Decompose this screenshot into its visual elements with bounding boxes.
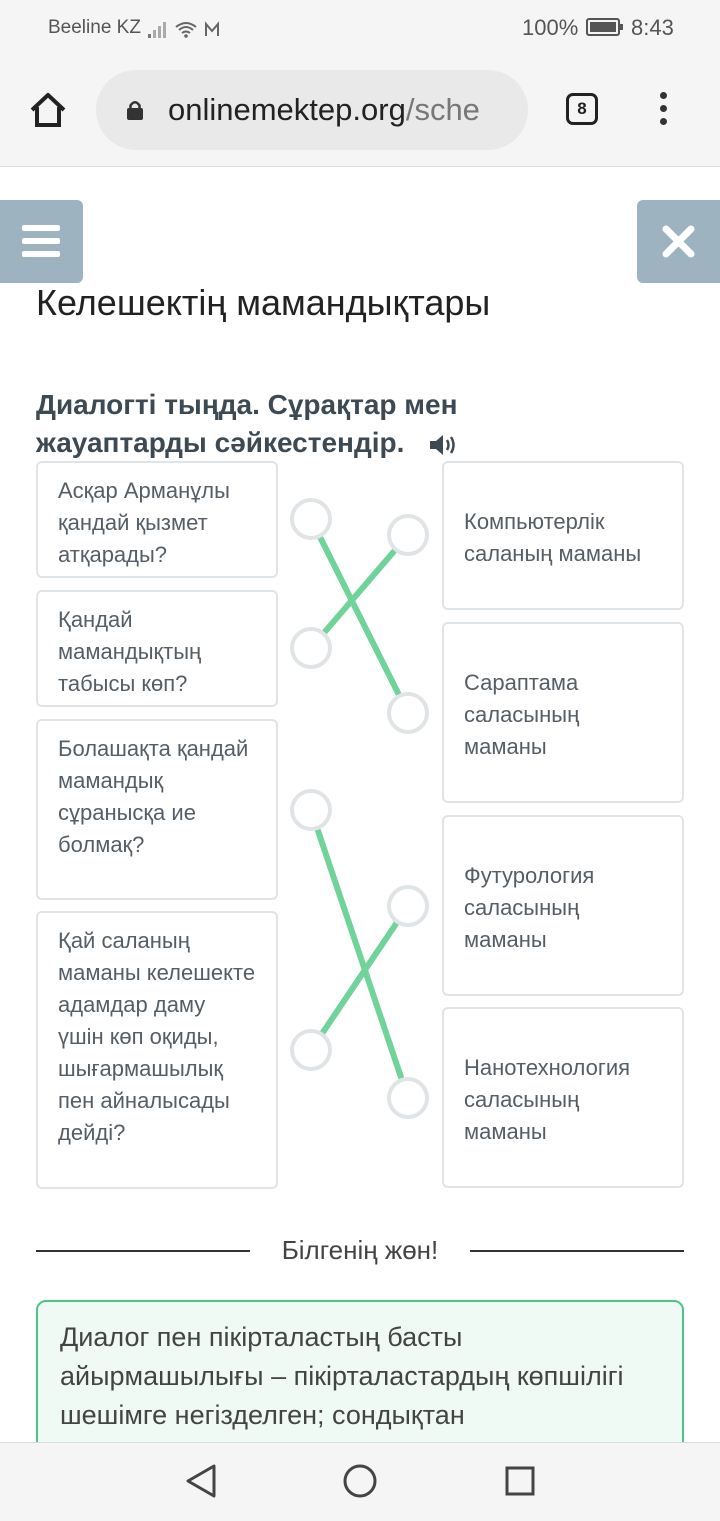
match-line-2 bbox=[311, 535, 408, 648]
back-icon[interactable] bbox=[184, 1463, 218, 1499]
answer-connector-dot-2[interactable] bbox=[389, 694, 427, 732]
match-line-1 bbox=[311, 519, 408, 713]
match-line-4 bbox=[311, 906, 408, 1050]
divider-left bbox=[36, 1250, 250, 1252]
speaker-icon[interactable] bbox=[428, 433, 458, 457]
clock: 8:43 bbox=[631, 15, 674, 40]
lock-icon bbox=[126, 100, 144, 120]
answer-connector-dot-3[interactable] bbox=[389, 887, 427, 925]
divider-right bbox=[470, 1250, 684, 1252]
question-card-1[interactable]: Асқар Арманұлы қандай қызмет атқарады? bbox=[36, 461, 278, 578]
question-card-2[interactable]: Қандай мамандықтың табысы көп? bbox=[36, 590, 278, 707]
tab-count-button[interactable]: 8 bbox=[566, 93, 598, 125]
question-connector-dot-1[interactable] bbox=[292, 500, 330, 538]
close-icon bbox=[637, 200, 720, 283]
signal-wifi-icons bbox=[146, 19, 226, 39]
answer-card-1[interactable]: Компьютерлік саланың маманы bbox=[442, 461, 684, 610]
browser-toolbar bbox=[0, 56, 720, 167]
answer-card-3[interactable]: Футурология саласының маманы bbox=[442, 815, 684, 996]
question-connector-dot-3[interactable] bbox=[292, 791, 330, 829]
carrier-name: Beeline KZ bbox=[48, 17, 141, 38]
question-card-4[interactable]: Қай саланың маманы келешекте адамдар даму үшін көп оқиды, шығармашылық пен айналысады дейді? bbox=[36, 911, 278, 1189]
status-bar bbox=[0, 0, 720, 56]
question-card-3[interactable]: Болашақта қандай мамандық сұранысқа ие болмақ? bbox=[36, 719, 278, 900]
battery-icon bbox=[586, 18, 620, 36]
recents-icon[interactable] bbox=[504, 1465, 536, 1497]
question-connector-dot-4[interactable] bbox=[292, 1031, 330, 1069]
address-bar[interactable] bbox=[96, 70, 528, 150]
info-text: Диалог пен пікірталастың басты айырмашылығы – пікірталастардың көпшілігі шешімге негізделген; сондықтан bbox=[60, 1322, 624, 1430]
section-heading: Білгенің жөн! bbox=[281, 1235, 439, 1265]
menu-button[interactable] bbox=[0, 200, 83, 283]
system-nav-bar bbox=[0, 1442, 720, 1521]
battery-percent: 100% bbox=[522, 15, 579, 40]
question-connector-dot-2[interactable] bbox=[292, 629, 330, 667]
page-title: Келешектің мамандықтары bbox=[36, 282, 491, 323]
answer-card-4[interactable]: Нанотехнология саласының маманы bbox=[442, 1007, 684, 1188]
more-menu-icon[interactable] bbox=[656, 92, 670, 128]
task-instruction: Диалогті тыңда. Сұрақтар мен жауаптарды сәйкестендір. bbox=[36, 389, 458, 458]
home-icon[interactable] bbox=[28, 90, 68, 130]
home-circle-icon[interactable] bbox=[342, 1463, 378, 1499]
close-button[interactable] bbox=[637, 200, 720, 283]
answer-connector-dot-4[interactable] bbox=[389, 1079, 427, 1117]
answer-connector-dot-1[interactable] bbox=[389, 516, 427, 554]
match-line-3 bbox=[311, 810, 408, 1098]
url-text: onlinemektep.org/sche bbox=[168, 92, 480, 127]
answer-card-2[interactable]: Сараптама саласының маманы bbox=[442, 622, 684, 803]
